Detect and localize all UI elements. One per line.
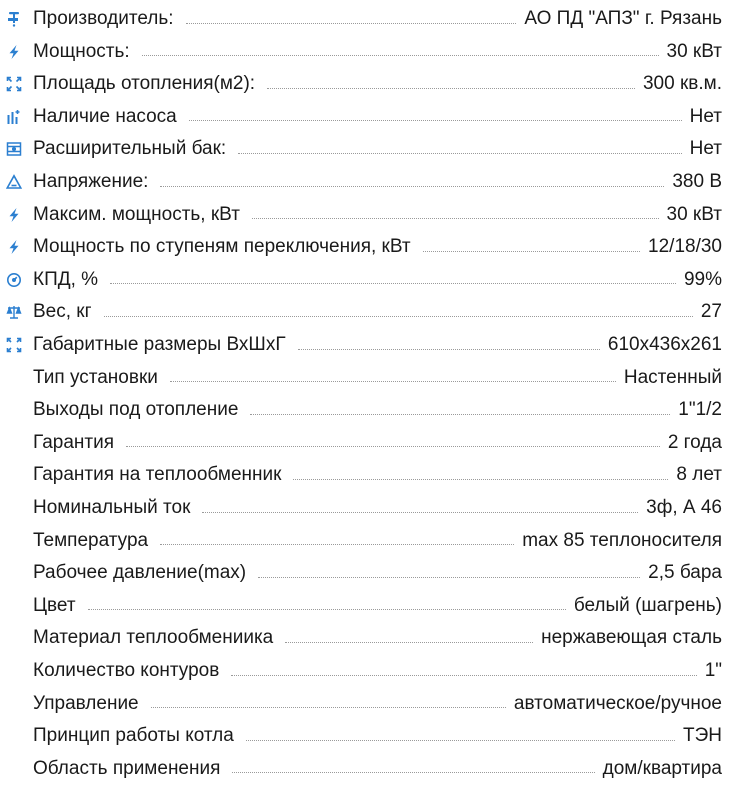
spec-label: Цвет — [33, 594, 76, 616]
spec-row — [0, 492, 722, 524]
spec-label: Максим. мощность, кВт — [33, 203, 240, 225]
dotted-leader — [151, 707, 506, 708]
spec-value: 30 кВт — [666, 40, 722, 62]
spec-value: 300 кв.м. — [642, 73, 722, 95]
spec-row — [0, 329, 722, 361]
spec-label: Номинальный ток — [33, 497, 191, 518]
spec-label: Область применения — [33, 757, 221, 779]
dotted-leader — [110, 283, 676, 284]
spec-row — [0, 264, 722, 296]
spec-value: 2,5 бара — [648, 562, 722, 584]
spec-value: Нет — [689, 138, 722, 160]
spec-label: Габаритные размеры ВхШхГ — [33, 334, 286, 355]
spec-label: Количество контуров — [33, 660, 220, 681]
spec-value: белый (шагрень) — [573, 594, 722, 616]
spec-label: Материал теплообмениика — [33, 627, 274, 649]
dotted-leader — [232, 772, 594, 773]
dotted-leader — [293, 479, 668, 480]
dotted-leader — [160, 186, 664, 187]
spec-row — [0, 525, 722, 557]
dotted-leader — [423, 251, 640, 252]
dotted-leader — [126, 446, 660, 447]
spec-label: Гарантия — [33, 431, 115, 453]
spec-label: Производитель: — [33, 8, 174, 29]
spec-value: 99% — [683, 268, 722, 290]
spec-row — [0, 362, 722, 394]
spec-row — [0, 622, 722, 654]
spec-value: 12/18/30 — [648, 236, 722, 258]
spec-value: 1"1/2 — [678, 399, 722, 421]
spec-row — [0, 36, 722, 68]
spec-label: Гарантия на теплообменник — [33, 464, 282, 486]
spec-row — [0, 655, 722, 687]
dotted-leader — [88, 609, 566, 610]
bolt-icon — [6, 207, 22, 223]
dimensions-icon — [6, 337, 22, 353]
spec-value: АО ПД "АПЗ" г. Рязань — [524, 8, 722, 29]
dotted-leader — [285, 642, 533, 643]
dotted-leader — [250, 414, 670, 415]
warning-triangle-icon — [6, 174, 22, 190]
spec-label: Тип установки — [33, 366, 158, 388]
spec-row — [0, 68, 722, 100]
spec-row — [0, 394, 722, 426]
efficiency-gauge-icon — [6, 272, 22, 288]
spec-row — [0, 557, 722, 589]
tank-icon — [6, 141, 22, 157]
bolt-icon — [6, 44, 22, 60]
spec-row — [0, 427, 722, 459]
spec-label: Наличие насоса — [33, 105, 177, 127]
spec-label: Выходы под отопление — [33, 399, 239, 421]
spec-value: 27 — [700, 301, 722, 323]
spec-row — [0, 296, 722, 328]
spec-value: Настенный — [623, 366, 722, 388]
spec-row — [0, 720, 722, 752]
scales-icon — [6, 304, 22, 320]
spec-row — [0, 459, 722, 491]
dotted-leader — [104, 316, 693, 317]
spec-label: Принцип работы котла — [33, 725, 234, 747]
spec-value: 3ф, А 46 — [646, 497, 722, 518]
spec-label: Площадь отопления(м2): — [33, 73, 256, 95]
dotted-leader — [202, 512, 638, 513]
spec-row — [0, 3, 722, 35]
spec-value: 2 года — [667, 431, 722, 453]
spec-label: Мощность по ступеням переключения, кВт — [33, 236, 411, 258]
spec-row — [0, 231, 722, 263]
dotted-leader — [267, 88, 635, 89]
tap-icon — [6, 11, 22, 27]
spec-row — [0, 590, 722, 622]
bolt-icon — [6, 239, 22, 255]
dotted-leader — [246, 740, 675, 741]
spec-value: 30 кВт — [666, 203, 722, 225]
dotted-leader — [231, 675, 696, 676]
spec-value: ТЭН — [683, 725, 722, 747]
dotted-leader — [252, 218, 659, 219]
spec-label: Напряжение: — [33, 171, 149, 192]
spec-label: Мощность: — [33, 40, 130, 62]
spec-value: 610x436x261 — [607, 334, 722, 355]
spec-value: 1" — [704, 660, 722, 681]
dotted-leader — [258, 577, 640, 578]
spec-label: Расширительный бак: — [33, 138, 227, 160]
spec-row — [0, 753, 722, 785]
spec-value: 8 лет — [676, 464, 722, 486]
dotted-leader — [170, 381, 616, 382]
spec-label: Управление — [33, 692, 139, 714]
dotted-leader — [298, 349, 600, 350]
dotted-leader — [142, 55, 659, 56]
spec-value: max 85 теплоносителя — [522, 529, 722, 551]
spec-value: нержавеющая сталь — [541, 627, 722, 649]
spec-row — [0, 101, 722, 133]
spec-label: Рабочее давление(max) — [33, 562, 247, 584]
spec-row — [0, 166, 722, 198]
dotted-leader — [189, 120, 682, 121]
spec-value: 380 В — [672, 171, 722, 192]
spec-value: автоматическое/ручное — [513, 692, 722, 714]
pump-icon — [6, 109, 22, 125]
spec-label: Вес, кг — [33, 301, 92, 323]
spec-value: дом/квартира — [602, 757, 722, 779]
spec-row — [0, 199, 722, 231]
dotted-leader — [160, 544, 514, 545]
spec-row — [0, 688, 722, 720]
dotted-leader — [238, 153, 681, 154]
area-icon — [6, 76, 22, 92]
dotted-leader — [186, 23, 517, 24]
spec-row — [0, 133, 722, 165]
spec-value: Нет — [689, 105, 722, 127]
spec-label: КПД, % — [33, 268, 99, 290]
spec-label: Температура — [33, 529, 149, 551]
